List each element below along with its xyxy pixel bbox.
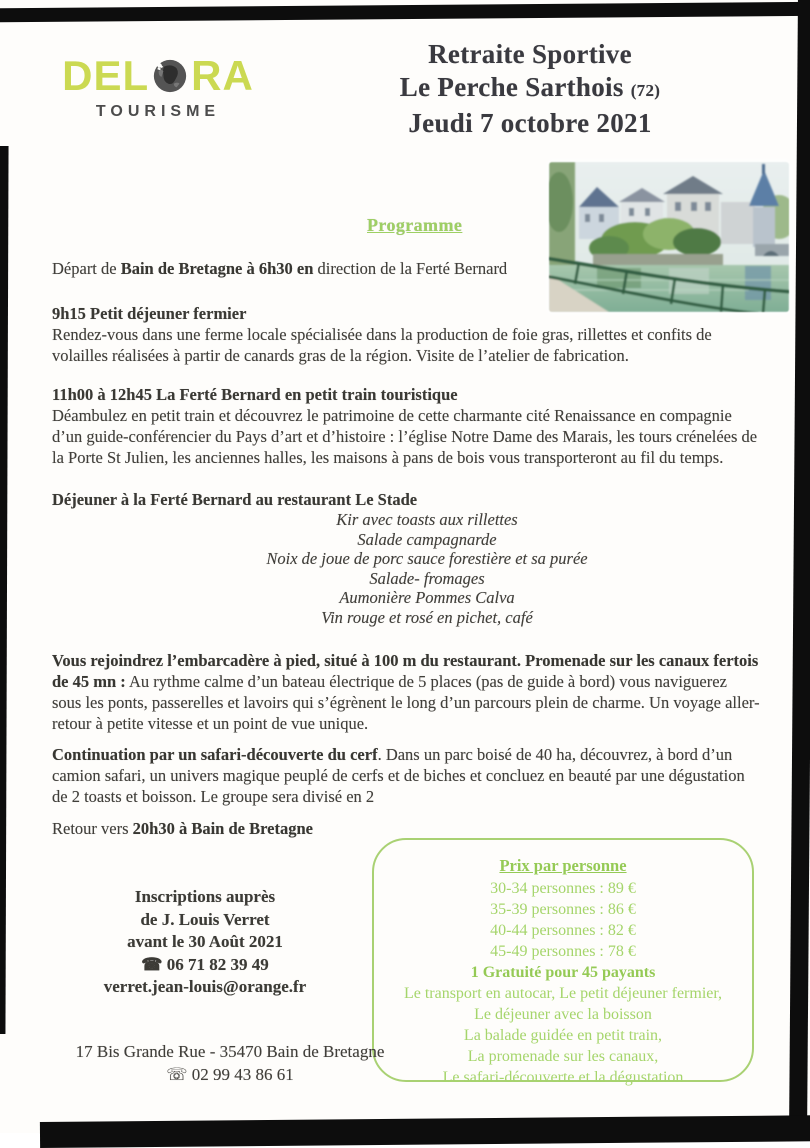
- canal-paragraph: Vous rejoindrez l’embarcadère à pied, situé à 100 m du restaurant. Promenade sur les canaux fertois de 45 mn : Au rythme calme d’un bateau électrique de 5 places (pas de guide à bord) vous naviguerez sous les ponts, passerelles et lavoirs qui s’égrènent le long d’un parcours plein de charme. Un voyage aller-retour à petite vitesse et un point de vue unique.: [52, 651, 760, 733]
- menu-line: Noix de joue de porc sauce forestière et sa purée: [266, 549, 588, 568]
- price-tier: 35-39 personnes : 86 €: [490, 901, 636, 918]
- ringing-phone-icon: ☏: [166, 1065, 188, 1084]
- delora-logo: [58, 54, 258, 121]
- included-line: La balade guidée en petit train,: [463, 1027, 663, 1044]
- section-train-title: 11h00 à 12h45 La Ferté Bernard en petit train touristique: [52, 385, 458, 404]
- pricing-heading: Prix par personne: [499, 856, 627, 875]
- registration-line: Inscriptions auprès: [134, 887, 276, 906]
- menu-line: Aumonière Pommes Calva: [339, 588, 515, 607]
- footer-address: 17 Bis Grande Rue - 35470 Bain de Bretagne: [75, 1042, 385, 1061]
- departure-line: Départ de Bain de Bretagne à 6h30 en direction de la Ferté Bernard: [52, 259, 508, 278]
- scan-artifact-left: [0, 146, 9, 1034]
- menu-line: Salade- fromages: [369, 568, 485, 588]
- scan-artifact-bottom: [40, 1115, 810, 1148]
- title-line-3: Jeudi 7 octobre 2021: [408, 108, 652, 138]
- return-line: Retour vers 20h30 à Bain de Bretagne: [52, 819, 313, 838]
- section-breakfast-body: Rendez-vous dans une ferme locale spécialisée dans la production de foie gras, rillettes et confits de volailles réalisées à partir de canards gras de la région. Visite de l’atelier de fabrication.: [52, 325, 712, 365]
- menu-line: Vin rouge et rosé en pichet, café: [321, 607, 533, 627]
- price-tier: 45-49 personnes : 78 €: [490, 943, 636, 960]
- menu-line: Salade campagnarde: [357, 529, 497, 549]
- menu-line: Kir avec toasts aux rillettes: [336, 510, 518, 529]
- program-body: [52, 250, 760, 839]
- registration-line: avant le 30 Août 2021: [127, 932, 283, 951]
- section-lunch: [52, 489, 760, 627]
- title-line-2: Le Perche Sarthois (72): [399, 72, 661, 102]
- section-lunch-title: Déjeuner à la Ferté Bernard au restaurant Le Stade: [52, 490, 418, 509]
- programme-heading: Programme: [367, 215, 463, 235]
- section-breakfast: [52, 303, 760, 366]
- price-tier: 40-44 personnes : 82 €: [490, 922, 636, 939]
- section-train: [52, 384, 760, 468]
- footer-address-block: [30, 1040, 430, 1086]
- registration-phone: ☎ 06 71 82 39 49: [141, 954, 269, 974]
- logo-text-left: DEL: [62, 52, 150, 99]
- globe-icon: [151, 57, 189, 95]
- delora-wordmark: [58, 54, 258, 98]
- gratuity-line: 1 Gratuité pour 45 payants: [470, 964, 656, 981]
- scan-artifact-top: [0, 2, 810, 23]
- safari-paragraph: Continuation par un safari-découverte du cerf. Dans un parc boisé de 40 ha, découvrez, à bord d’un camion safari, un univers magique peuplé de cerfs et de biches et concluez en beauté par une dégustation de 2 toasts et boisson. Le groupe sera divisé en 2: [52, 745, 745, 806]
- scan-artifact-right: [789, 0, 810, 1120]
- phone-icon: ☎: [141, 954, 163, 974]
- lunch-menu: [94, 510, 760, 627]
- registration-line: de J. Louis Verret: [140, 909, 270, 929]
- title-line-1: Retraite Sportive: [428, 39, 632, 69]
- section-train-body: Déambulez en petit train et découvrez le patrimoine de cette charmante cité Renaissance en compagnie d’un guide-conférencier du Pays d’art et d’histoire : l’église Notre Dame des Marais, les tours crénelées de la Porte St Julien, les anciennes halles, les maisons à pans de bois vous transporteront au fil du temps.: [52, 406, 758, 467]
- registration-email: verret.jean-louis@orange.fr: [103, 977, 307, 996]
- footer-phone: ☏ 02 99 43 86 61: [166, 1065, 294, 1084]
- included-line: Le safari-découverte et la dégustation: [442, 1069, 684, 1086]
- page-title: [330, 38, 730, 140]
- included-line: Le déjeuner avec la boisson: [474, 1006, 652, 1023]
- logo-text-right: RA: [191, 52, 254, 99]
- section-breakfast-title: 9h15 Petit déjeuner fermier: [52, 304, 247, 323]
- included-line: Le transport en autocar, Le petit déjeuner fermier,: [403, 985, 723, 1002]
- price-tier: 30-34 personnes : 89 €: [490, 880, 636, 897]
- department-number: (72): [630, 81, 661, 100]
- logo-subtitle: TOURISME: [95, 103, 221, 120]
- registration-block: [70, 886, 340, 999]
- included-line: La promenade sur les canaux,: [467, 1048, 659, 1065]
